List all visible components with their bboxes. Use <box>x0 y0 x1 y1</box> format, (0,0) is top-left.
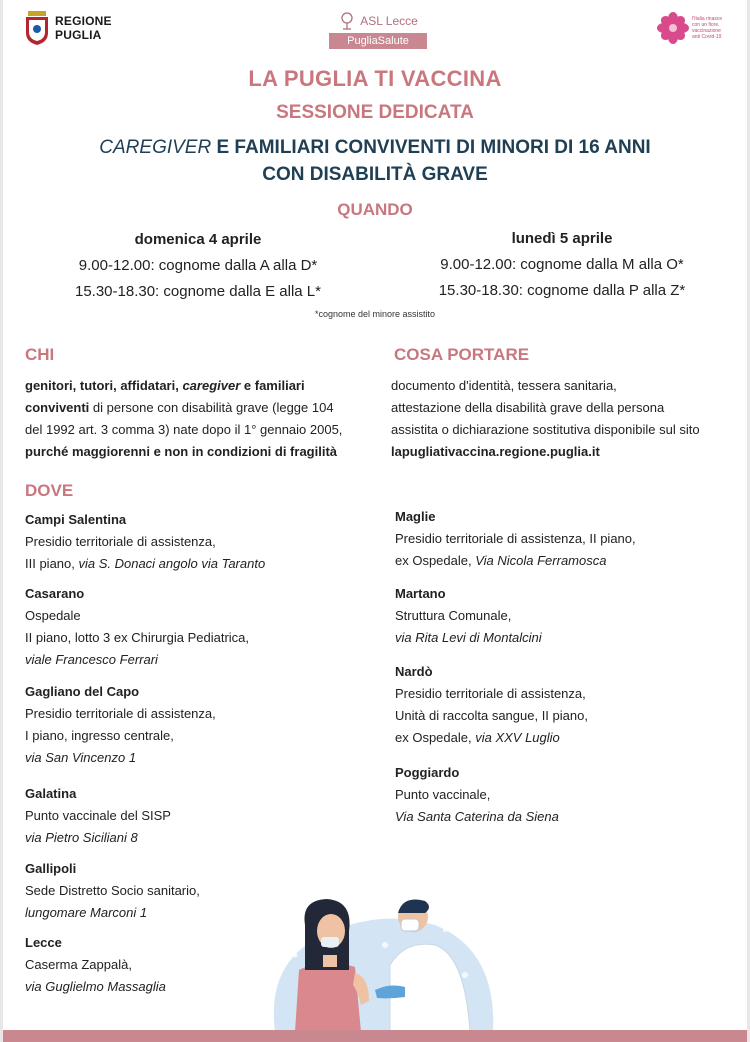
target-title-line2: CON DISABILITÀ GRAVE <box>262 164 488 185</box>
poster <box>3 0 747 1042</box>
regione-line1: REGIONE <box>55 14 112 28</box>
location-line: Presidio territoriale di assistenza, <box>25 706 216 721</box>
location-line: Punto vaccinale, <box>395 787 491 802</box>
location-address: lungomare Marconi 1 <box>25 905 148 920</box>
location-maglie <box>395 506 636 572</box>
asl-badge: PugliaSalute <box>329 33 427 49</box>
day-block-sunday <box>53 227 343 305</box>
location-name: Galatina <box>25 786 77 801</box>
location-gallipoli <box>25 858 200 924</box>
location-address: via Rita Levi di Montalcini <box>395 630 542 645</box>
location-line: III piano, <box>25 556 79 571</box>
time-slot: 9.00-12.00: cognome dalla M alla O* <box>440 256 684 273</box>
location-nardo <box>395 661 588 749</box>
caregiver-word: CAREGIVER <box>99 137 212 158</box>
location-gagliano-del-capo <box>25 681 216 769</box>
location-name: Casarano <box>25 586 85 601</box>
primula-flower-icon <box>657 12 689 44</box>
location-line: Sede Distretto Socio sanitario, <box>25 883 200 898</box>
location-address: via Guglielmo Massaglia <box>25 979 166 994</box>
location-name: Lecce <box>25 935 62 950</box>
cosa-line: documento d'identità, tessera sanitaria, <box>391 378 617 393</box>
cosa-line: assistita o dichiarazione sostitutiva disponibile sul sito <box>391 422 700 437</box>
chi-bold: genitori, tutori, affidatari, <box>25 378 183 393</box>
target-title <box>3 134 747 188</box>
location-poggiardo <box>395 762 559 828</box>
location-name: Maglie <box>395 509 436 524</box>
location-martano <box>395 583 542 649</box>
footnote: *cognome del minore assistito <box>314 309 436 319</box>
location-line: Unità di raccolta sangue, II piano, <box>395 708 588 723</box>
location-line: Presidio territoriale di assistenza, II piano, <box>395 531 636 546</box>
location-name: Campi Salentina <box>25 512 127 527</box>
regione-line2: PUGLIA <box>55 28 102 42</box>
location-address: viale Francesco Ferrari <box>25 652 158 667</box>
primula-text: l'Italia rinasce con un fiore. vaccinazione anti Covid-19 <box>692 16 723 40</box>
asl-lecce-logo <box>329 12 427 49</box>
day-label: lunedì 5 aprile <box>511 230 613 247</box>
location-line: Ospedale <box>25 608 81 623</box>
vaccination-illustration <box>265 895 497 1032</box>
location-address: via XXV Luglio <box>475 730 560 745</box>
regione-puglia-logo <box>25 11 112 45</box>
website-url: lapugliativaccina.regione.puglia.it <box>391 444 600 459</box>
location-lecce <box>25 932 166 998</box>
chi-bold: e familiari <box>240 378 305 393</box>
location-address: via San Vincenzo 1 <box>25 750 137 765</box>
location-address: via Pietro Siciliani 8 <box>25 830 138 845</box>
location-name: Nardò <box>395 664 433 679</box>
location-line: Presidio territoriale di assistenza, <box>25 534 216 549</box>
location-campi-salentina <box>25 509 265 575</box>
location-line: ex Ospedale, <box>395 553 476 568</box>
chi-text <box>25 375 385 463</box>
location-name: Gagliano del Capo <box>25 684 140 699</box>
primula-logo <box>657 12 726 44</box>
day-label: domenica 4 aprile <box>134 231 262 248</box>
main-title: LA PUGLIA TI VACCINA <box>248 66 502 91</box>
chi-line: di persone con disabilità grave (legge 104 <box>89 400 334 415</box>
location-line: Presidio territoriale di assistenza, <box>395 686 586 701</box>
cosa-portare-heading: COSA PORTARE <box>394 345 530 364</box>
chi-caregiver: caregiver <box>182 378 241 393</box>
chi-bold: conviventi <box>25 400 90 415</box>
chi-heading: CHI <box>25 345 55 364</box>
time-slot: 9.00-12.00: cognome dalla A alla D* <box>78 257 318 274</box>
day-block-monday <box>417 226 707 304</box>
location-casarano <box>25 583 249 671</box>
subtitle: SESSIONE DEDICATA <box>276 102 474 123</box>
location-line: I piano, ingresso centrale, <box>25 728 174 743</box>
regione-shield-icon <box>25 11 49 45</box>
location-address: Via Santa Caterina da Siena <box>395 809 559 824</box>
cosa-portare-text <box>391 375 741 463</box>
location-line: ex Ospedale, <box>395 730 476 745</box>
time-slot: 15.30-18.30: cognome dalla E alla L* <box>74 283 321 300</box>
location-line: Struttura Comunale, <box>395 608 512 623</box>
tree-icon <box>338 12 356 30</box>
location-line: II piano, lotto 3 ex Chirurgia Pediatrica, <box>25 630 250 645</box>
location-address: Via Nicola Ferramosca <box>475 553 607 568</box>
location-address: via S. Donaci angolo via Taranto <box>78 556 266 571</box>
dove-heading: DOVE <box>25 481 74 500</box>
chi-line: del 1992 art. 3 comma 3) nate dopo il 1° gennaio 2005, <box>25 422 343 437</box>
when-heading: QUANDO <box>337 200 413 219</box>
location-name: Gallipoli <box>25 861 77 876</box>
location-name: Martano <box>395 586 446 601</box>
footer-band <box>3 1030 747 1042</box>
time-slot: 15.30-18.30: cognome dalla P alla Z* <box>438 282 686 299</box>
chi-bold: purché maggiorenni e non in condizioni di fragilità <box>25 444 338 459</box>
cosa-line: attestazione della disabilità grave della persona <box>391 400 665 415</box>
location-line: Punto vaccinale del SISP <box>25 808 171 823</box>
asl-name: ASL Lecce <box>360 14 418 28</box>
location-galatina <box>25 783 171 849</box>
location-name: Poggiardo <box>395 765 460 780</box>
target-title-line1: E FAMILIARI CONVIVENTI DI MINORI DI 16 ANNI <box>211 137 651 158</box>
location-line: Caserma Zappalà, <box>25 957 132 972</box>
